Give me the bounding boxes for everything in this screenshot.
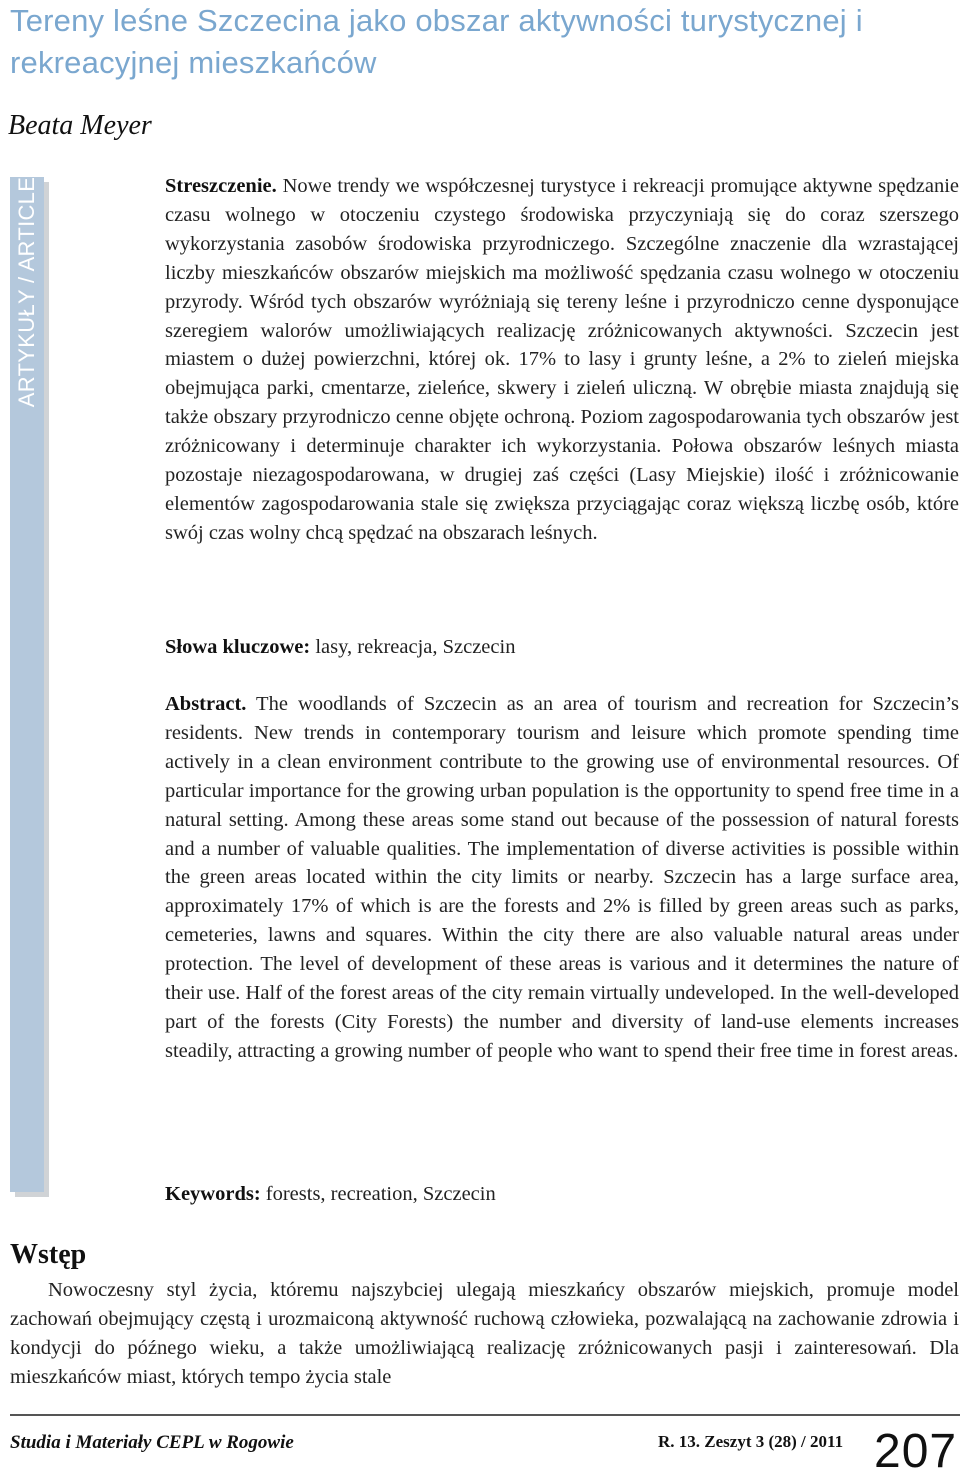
streszczenie-text: Nowe trendy we współczesnej turystyce i rekreacji promujące aktywne spędzanie czasu wolnego w otoczeniu czystego środowiska przyczyniają się do coraz szerszego wykorzystania zasobów środowiska przyrodniczego. Szczególne znaczenie dla wzrastającej liczby mieszkańców obszarów miejskich ma możliwość spędzania czasu wolnego w otoczeniu przyrody. Wśród tych obszarów wyróżniają się tereny leśne i przyrodniczo cenne dysponujące szeregiem walorów umożliwiających realizację zróżnicowanych aktywności. Szczecin jest miastem o dużej powierzchni, której ok. 17% to lasy i grunty leśne, a 2% to zieleń miejska obejmująca parki, cmentarze, zieleńce, skwery i zieleń uliczną. W obrębie miasta znajdują się także obszary przyrodniczo cenne objęte ochroną. Poziom zagospodarowania tych obszarów jest zróżnicowany i determinuje charakter ich wykorzystania. Połowa obszarów leśnych miasta pozostaje niezagospodarowana, w drugiej zaś części (Lasy Miejskie) ilość i zróżnicowanie elementów zagospodarowania stale się zwiększa przyciągając coraz większą liczbę osób, które swój czas wolny chcą spędzać na obszarach leśnych.: [165, 175, 959, 544]
streszczenie-label: Streszczenie.: [165, 175, 277, 197]
slowa-kluczowe-text: lasy, rekreacja, Szczecin: [310, 636, 516, 658]
section-heading: Wstęp: [10, 1239, 87, 1270]
slowa-kluczowe-label: Słowa kluczowe:: [165, 636, 311, 658]
keywords-label: Keywords:: [165, 1183, 261, 1205]
intro-paragraph: Nowoczesny styl życia, któremu najszybciej ulegają mieszkańcy obszarów miejskich, promuje model zachowań obejmujący częstą i urozmaiconą aktywność ruchową człowieka, pozwalającą na zachowanie zdrowia i kondycji do późnego wieku, a także umożliwiającą realizację zróżnicowanych pasji i zainteresowań. Dla mieszkańców miast, których tempo życia stale: [10, 1279, 959, 1388]
slowa-kluczowe-line: [165, 633, 959, 662]
sidebar-label: ARTYKUŁY / ARTICLE: [14, 176, 39, 408]
issue-info: R. 13. Zeszyt 3 (28) / 2011: [658, 1432, 844, 1451]
footer-divider: [10, 1414, 960, 1416]
abstract-label: Abstract.: [165, 693, 247, 715]
author-name: Beata Meyer: [8, 110, 152, 141]
article-title: Tereny leśne Szczecina jako obszar aktywności turystycznej i rekreacyjnej mieszkańców: [10, 3, 863, 80]
abstract-paragraph: [165, 690, 959, 1066]
journal-name: Studia i Materiały CEPL w Rogowie: [10, 1432, 294, 1453]
streszczenie-paragraph: [165, 172, 959, 548]
page-number: 207: [874, 1425, 958, 1478]
abstract-text: The woodlands of Szczecin as an area of tourism and recreation for Szczecin’s residents. New trends in contemporary tourism and leisure which promote spending time actively in a clean environment contribute to the growing use of environmental resources. Of particular importance for the growing urban population is the opportunity to spend free time in a natural setting. Among these areas some stand out because of the possession of natural forests and a number of valuable qualities. The implementation of diverse activities is possible within the green areas located within the city limits or nearby. Szczecin has a large surface area, approximately 17% of which is are the forests and 2% is filled by green areas such as parks, cemeteries, lawns and squares. Within the city there are also valuable natural areas under protection. The level of development of these areas is various and it determines the nature of their use. Half of the forest areas of the city remain virtually undeveloped. In the well-developed part of the forests (City Forests) the number and diversity of land-use elements increases steadily, attracting a growing number of people who want to spend their free time in forest areas.: [165, 693, 959, 1062]
keywords-text: forests, recreation, Szczecin: [260, 1183, 496, 1205]
keywords-line: [165, 1180, 959, 1209]
